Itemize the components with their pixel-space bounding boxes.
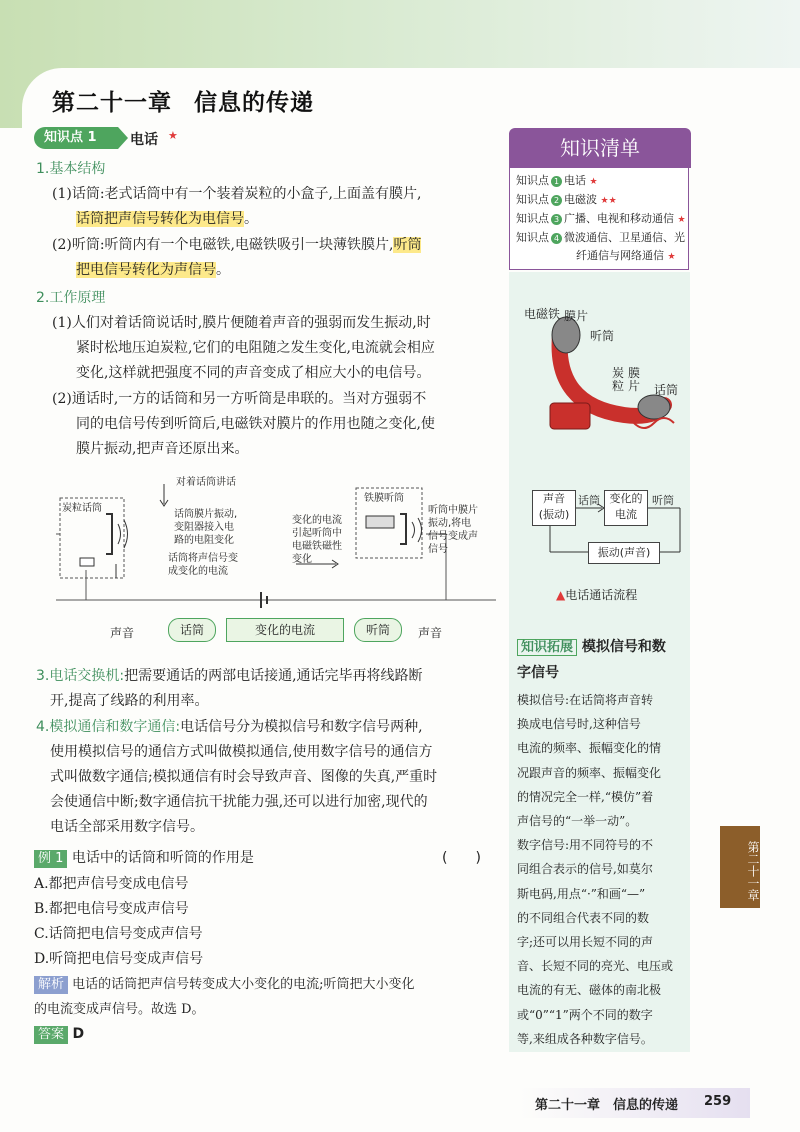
flow-box-current	[604, 490, 648, 526]
text-line: 换成电信号时,这种信号	[517, 717, 641, 732]
label-diaphragm: 膜片	[564, 309, 589, 323]
option-c: C.话筒把电信号变成声信号	[34, 926, 203, 942]
example-tag: 例 1	[34, 850, 67, 868]
text-microphone: (1)话筒:老式话筒中有一个装着炭粒的小盒子,上面盖有膜片,	[52, 186, 422, 202]
text-line: 式叫做数字通信;模拟通信有时会导致声音、图像的失真,严重时	[50, 769, 438, 785]
text-char: 炭	[612, 366, 625, 380]
text-line: 声音	[543, 492, 565, 505]
question-text: 电话中的话筒和听筒的作用是	[71, 850, 254, 866]
sidebar-item	[516, 191, 688, 210]
flow-arrow-label-receiver: 听筒	[652, 494, 674, 507]
option-b: B.都把电信号变成声信号	[34, 901, 189, 917]
text-line: 把需要通话的两部电话接通,通话完毕再将线路断	[124, 668, 423, 684]
text-line: 电话信号分为模拟信号和数字信号两种,	[180, 719, 423, 735]
text-line: 斯电码,用点“·”和画“—”	[517, 886, 646, 901]
kp-label: 知识点	[516, 174, 549, 187]
text-line: 路的电阻变化	[174, 535, 234, 546]
text-line: 的电流变成声信号。故选 D。	[34, 1002, 205, 1017]
label-mic-desc	[174, 508, 237, 547]
highlight-receiver-a: 听筒	[393, 237, 422, 253]
text-line: 话筒将声信号变	[168, 553, 238, 564]
text-line: 同组合表示的信号,如莫尔	[517, 862, 653, 877]
extension-title: 模拟信号和数	[581, 639, 666, 655]
text-line: 电流的有无、磁体的南北极	[517, 983, 662, 998]
caption-text: 电话通话流程	[565, 588, 638, 602]
extension-body	[517, 688, 693, 1051]
kp-label: 知识点	[516, 231, 549, 244]
text-line: 振动,将电	[428, 518, 472, 529]
text-line: 变化的电流	[292, 515, 342, 526]
text-line: 同的电信号传到听筒后,电磁铁对膜片的作用也随之变化,使	[76, 416, 435, 432]
telephone-illustration	[514, 295, 684, 465]
text-line: 使用模拟信号的通信方式叫做模拟通信,使用数字信号的通信方	[50, 744, 433, 760]
number-badge: 2	[551, 195, 562, 206]
sidebar-item	[516, 229, 688, 266]
option-d: D.听筒把电信号变成声信号	[34, 951, 204, 967]
paragraph-analog-digital	[36, 715, 506, 840]
number-badge: 4	[551, 233, 562, 244]
example-analysis	[34, 972, 504, 1022]
star-icon: ★	[168, 129, 178, 142]
flow-box-sound	[532, 490, 576, 526]
text-line: 电流	[615, 508, 637, 521]
number-badge: 1	[551, 176, 562, 187]
label-carbon-mic: 炭粒话筒	[62, 503, 102, 514]
page-number: 259	[704, 1094, 732, 1109]
text-line: 变阻器接入电	[174, 522, 234, 533]
label-mic-convert	[168, 552, 238, 578]
paragraph-principle-2	[52, 387, 502, 462]
chapter-number: 第二十一章	[52, 90, 172, 116]
text-line: 音、长短不同的亮光、电压或	[517, 959, 674, 974]
text-char: 粒	[612, 379, 625, 393]
paragraph-principle-1	[52, 311, 502, 386]
extension-header	[517, 636, 666, 656]
text-line: 等,来组成各种数字信号。	[517, 1031, 653, 1046]
option-a: A.都把声信号变成电信号	[34, 876, 189, 892]
answer-blank: ( )	[442, 850, 481, 866]
star-icon: ★	[677, 215, 686, 225]
label-membrane	[628, 367, 640, 393]
text-line: 话筒膜片振动,	[174, 509, 238, 520]
label-carbon	[612, 367, 624, 393]
text-receiver: (2)听筒:听筒内有一个电磁铁,电磁铁吸引一块薄铁膜片,	[52, 237, 394, 253]
paragraph-receiver	[52, 233, 502, 283]
text-line: 声信号的“一举一动”。	[517, 814, 638, 829]
flow-current: 变化的电流	[226, 618, 344, 642]
text-char: 片	[628, 379, 641, 393]
text-line: 况跟声音的频率、振幅变化	[517, 765, 662, 780]
item-text: 电磁波	[564, 193, 597, 206]
flow-sound-out: 声音	[418, 626, 443, 640]
text-period: 。	[244, 211, 258, 227]
text-line: 字;还可以用长短不同的声	[517, 935, 654, 950]
page-title	[52, 84, 336, 117]
text-line: 电磁铁磁性	[292, 541, 342, 552]
text-line: 电流的频率、振幅变化的情	[517, 741, 662, 756]
text-line: 成变化的电流	[168, 566, 228, 577]
text-line: 听筒中膜片	[428, 505, 478, 516]
chapter-side-tab: 第二十一章	[720, 826, 760, 908]
text-line: 的情况完全一样,“模仿”着	[517, 789, 654, 804]
knowledge-point-tag: 知识点 1	[34, 127, 118, 149]
text-period: 。	[216, 262, 230, 278]
knowledge-point-name: 电话	[130, 132, 158, 148]
text-line: 模拟信号:在话筒将声音转	[517, 693, 654, 707]
example-options	[34, 872, 203, 972]
call-flowchart	[528, 488, 688, 578]
chapter-title: 信息的传递	[194, 90, 314, 116]
text-line: 变化	[292, 554, 312, 565]
item-text: 纤通信与网络通信	[576, 249, 664, 262]
footer-chapter: 第二十一章 信息的传递	[535, 1098, 679, 1113]
item-text: 微波通信、卫星通信、光	[564, 231, 685, 244]
answer-tag: 答案	[34, 1026, 68, 1044]
text-line: 会使通信中断;数字通信抗干扰能力强,还可以进行加密,现代的	[50, 794, 428, 810]
star-icon: ★★	[600, 196, 617, 206]
answer-value: D	[72, 1026, 85, 1042]
flow-box-vibration: 振动(声音)	[588, 542, 660, 564]
text-line: 变化,这样就把强度不同的声音变成了相应大小的电信号。	[76, 365, 431, 381]
text-line: 引起听筒中	[292, 528, 342, 539]
item-text: 广播、电视和移动通信	[564, 212, 674, 225]
extension-tag: 知识拓展	[517, 639, 577, 656]
example-answer	[34, 1026, 84, 1044]
label-receiver: 铁膜听筒	[364, 493, 404, 504]
text-line: 膜片振动,把声音还原出来。	[76, 441, 249, 457]
text-line: 信号变成声	[428, 531, 478, 542]
sidebar-title: 知识清单	[509, 128, 691, 168]
flow-receiver: 听筒	[354, 618, 402, 642]
text-line: (1)人们对着话筒说话时,膜片便随着声音的强弱而发生振动,时	[52, 315, 431, 331]
section-working-principle-title: 2.工作原理	[36, 290, 106, 306]
triangle-icon: ▲	[556, 588, 566, 602]
text-line: 电话全部采用数字信号。	[50, 819, 204, 835]
flow-sound-in: 声音	[110, 626, 135, 640]
text-line: 或“0”“1”两个不同的数字	[517, 1007, 653, 1022]
analysis-tag: 解析	[34, 976, 68, 994]
paragraph-microphone	[52, 182, 502, 232]
flow-microphone: 话筒	[168, 618, 216, 642]
text-line: 紧时松地压迫炭粒,它们的电阻随之发生变化,电流就会相应	[76, 340, 435, 356]
star-icon: ★	[589, 177, 598, 187]
example-question	[34, 847, 504, 868]
extension-title-2: 字信号	[517, 665, 559, 681]
flow-arrow-label-mic: 话筒	[578, 494, 600, 507]
label-mouthpiece: 话筒	[654, 383, 679, 397]
kp-label: 知识点	[516, 212, 549, 225]
flowchart-caption	[556, 586, 637, 603]
text-line: 信号	[428, 544, 448, 555]
text-line: 的不同组合代表不同的数	[517, 910, 650, 925]
text-line: (振动)	[538, 508, 570, 521]
label-current-desc	[292, 514, 342, 566]
sidebar-item	[516, 172, 688, 191]
text-line: (2)通话时,一方的话筒和另一方听筒是串联的。当对方强弱不	[52, 391, 427, 407]
text-line: 开,提高了线路的利用率。	[50, 693, 209, 709]
item-text: 电话	[564, 174, 586, 187]
text-char: 膜	[628, 366, 641, 380]
text-line: 电话的话筒把声信号转变成大小变化的电流;听筒把大小变化	[72, 977, 415, 992]
label-electromagnet: 电磁铁	[524, 307, 561, 321]
label-speak: 对着话筒讲话	[176, 477, 236, 488]
section-basic-structure-title: 1.基本结构	[36, 161, 106, 177]
kp-label: 知识点	[516, 193, 549, 206]
label-earpiece: 听筒	[590, 329, 615, 343]
sidebar-list	[509, 168, 689, 270]
sidebar-item	[516, 210, 688, 229]
text-line: 数字信号:用不同符号的不	[517, 838, 654, 853]
star-icon: ★	[667, 252, 676, 262]
number-badge: 3	[551, 214, 562, 225]
section-switchboard-title: 3.电话交换机:	[36, 668, 125, 684]
text-line: 变化的	[609, 492, 643, 505]
section-analog-digital-title: 4.模拟通信和数字通信:	[36, 719, 181, 735]
circuit-diagram	[56, 474, 496, 644]
label-receiver-desc	[428, 504, 478, 556]
paragraph-switchboard	[36, 664, 506, 714]
highlight-receiver-b: 把电信号转化为声信号	[76, 262, 216, 278]
highlight-microphone: 话筒把声信号转化为电信号	[76, 211, 244, 227]
